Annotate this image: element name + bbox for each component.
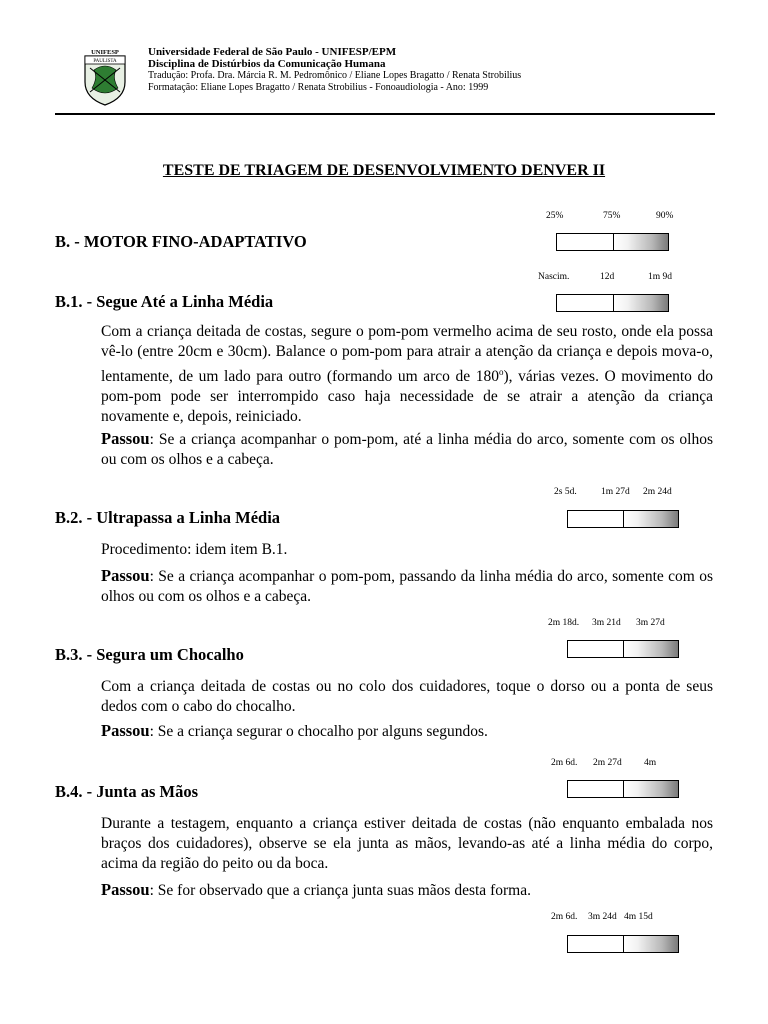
header-rule bbox=[55, 113, 715, 115]
legend-bar bbox=[556, 233, 669, 251]
age-label-25: 2m 6d. bbox=[551, 758, 578, 768]
item-pass-criteria: Passou: Se a criança acompanhar o pom-pom, até a linha média do arco, somente com os olhos ou com os olhos e a cabeça. bbox=[101, 429, 713, 468]
legend-label-25: 25% bbox=[546, 211, 564, 221]
age-label-75: 12d bbox=[600, 272, 615, 282]
svg-text:PAULISTA: PAULISTA bbox=[93, 59, 117, 64]
item-heading: B.3. - Segura um Chocalho bbox=[55, 645, 244, 664]
age-label-25: 2s 5d. bbox=[554, 487, 577, 497]
age-bar bbox=[567, 510, 679, 528]
age-bar bbox=[567, 935, 679, 953]
age-label-75: 1m 27d bbox=[601, 487, 630, 497]
item-pass-criteria: Passou: Se a criança segurar o chocalho por alguns segundos. bbox=[101, 721, 488, 740]
svg-text:UNIFESP: UNIFESP bbox=[91, 49, 119, 56]
page-title: TESTE DE TRIAGEM DE DESENVOLVIMENTO DENVER II bbox=[162, 162, 606, 179]
legend-label-90: 90% bbox=[656, 211, 674, 221]
translation-credits: Tradução: Profa. Dra. Márcia R. M. Pedromônico / Eliane Lopes Bragatto / Renata Strobilius bbox=[148, 70, 522, 81]
item-procedure: Procedimento: idem item B.1. bbox=[101, 541, 288, 558]
legend-label-75: 75% bbox=[603, 211, 621, 221]
item-pass-criteria: Passou: Se a criança acompanhar o pom-pom, passando da linha média do arco, somente com os olhos ou com os olhos e a cabeça. bbox=[101, 566, 713, 605]
item-heading: B.1. - Segue Até a Linha Média bbox=[55, 292, 274, 311]
age-label-75: 2m 27d bbox=[593, 758, 622, 768]
institution-header bbox=[148, 47, 521, 93]
department-name: Disciplina de Distúrbios da Comunicação Humana bbox=[148, 57, 386, 70]
item-procedure: Durante a testagem, enquanto a criança estiver deitada de costas (não enquanto embalada nos braços dos cuidadores), observe se ela junta as mãos, levando-as até a linha média do corpo, acima da região do peito ou da boca. bbox=[101, 815, 713, 872]
item-heading: B.4. - Junta as Mãos bbox=[55, 782, 199, 801]
age-label-90: 4m bbox=[644, 758, 657, 768]
age-label-90: 4m 15d bbox=[624, 912, 653, 922]
unifesp-logo bbox=[82, 48, 128, 106]
age-bar bbox=[567, 780, 679, 798]
section-heading: B. - MOTOR FINO-ADAPTATIVO bbox=[55, 232, 307, 251]
age-label-90: 2m 24d bbox=[643, 487, 672, 497]
age-label-25: 2m 6d. bbox=[551, 912, 578, 922]
item-heading: B.2. - Ultrapassa a Linha Média bbox=[55, 508, 281, 527]
age-bar bbox=[556, 294, 669, 312]
item-procedure: Com a criança deitada de costas, segure o pom-pom vermelho acima de seu rosto, onde ela possa vê-lo (entre 20cm e 30cm). Balance o pom-pom para atrair a atenção da criança e depois mova-o, lentamente, de um lado para outro (formando um arco de 180$^o$), várias vezes. O movimento do pom-pom pode ser interrompido caso haja necessidade de se atrair a atenção da criança novamente e, depois, reiniciado. bbox=[101, 323, 713, 426]
age-label-25: Nascim. bbox=[538, 272, 570, 282]
age-label-75: 3m 24d bbox=[588, 912, 617, 922]
age-label-25: 2m 18d. bbox=[548, 618, 580, 628]
item-pass-criteria: Passou: Se for observado que a criança junta suas mãos desta forma. bbox=[101, 880, 531, 899]
age-label-75: 3m 21d bbox=[592, 618, 621, 628]
item-procedure: Com a criança deitada de costas ou no colo dos cuidadores, toque o dorso ou a ponta de seus dedos com o cabo do chocalho. bbox=[101, 678, 713, 715]
university-name: Universidade Federal de São Paulo - UNIFESP/EPM bbox=[148, 46, 397, 58]
formatting-credits: Formatação: Eliane Lopes Bragatto / Renata Strobilius - Fonoaudiologia - Ano: 1999 bbox=[148, 81, 489, 93]
age-label-90: 3m 27d bbox=[636, 618, 665, 628]
age-bar bbox=[567, 640, 679, 658]
age-label-90: 1m 9d bbox=[648, 272, 673, 282]
